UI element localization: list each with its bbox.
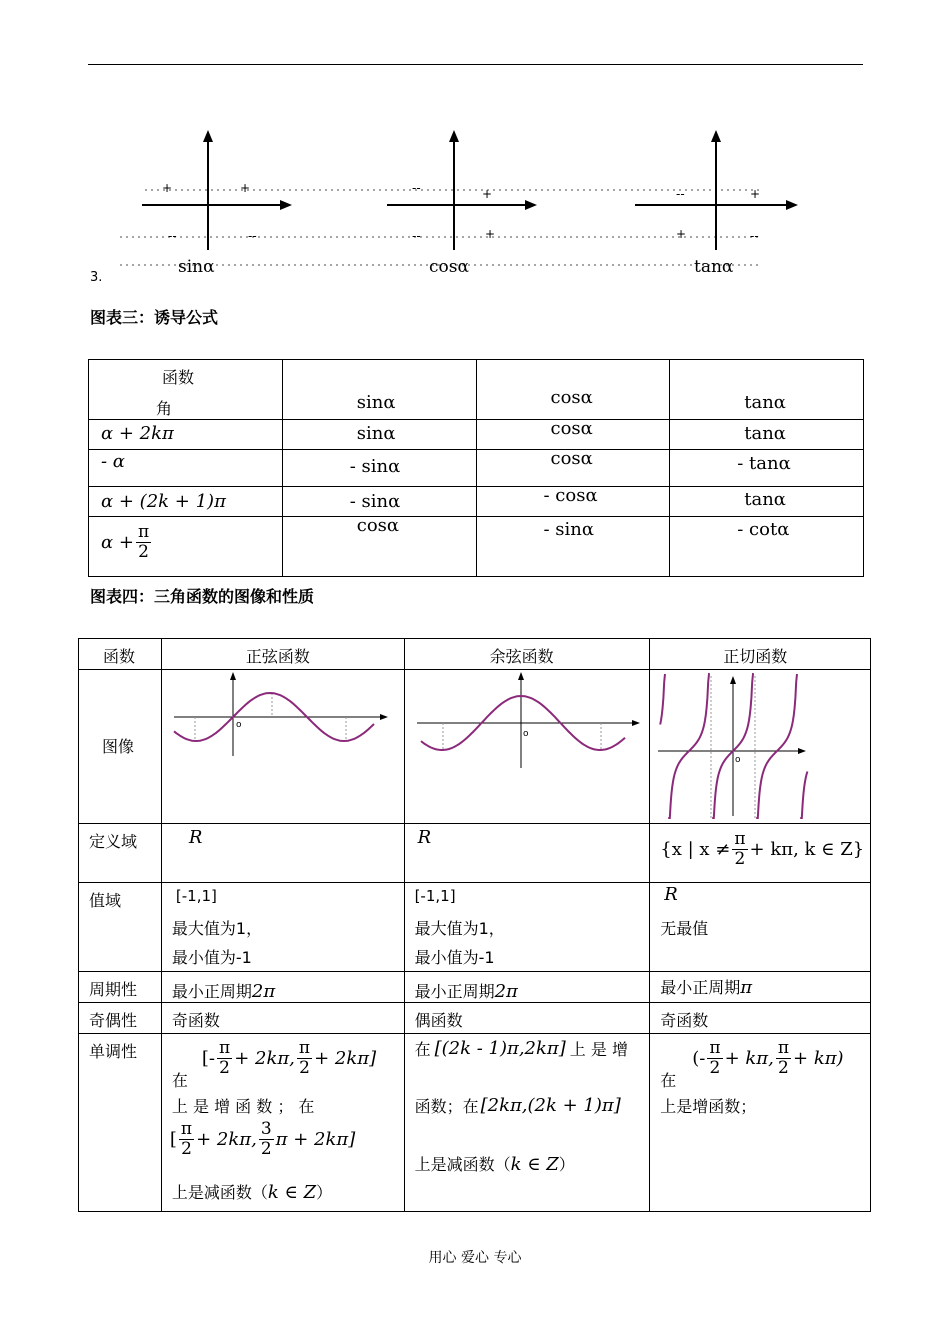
header-sine: 正弦函数 — [245, 647, 310, 666]
sin-cell: cosα — [356, 515, 400, 536]
sine-period-text: 最小正周期 — [171, 982, 252, 1001]
sine-min: 最小值为-1 — [171, 948, 252, 967]
sine-graph — [170, 670, 400, 760]
header-tan: tanα — [744, 392, 786, 413]
cosine-min: 最小值为-1 — [414, 948, 495, 967]
cosine-max: 最大值为1， — [414, 919, 505, 938]
tangent-inc-text: 上是增函数； — [660, 1097, 757, 1116]
angle-num: π — [137, 522, 150, 542]
sine-period-value: 2π — [251, 981, 276, 1002]
sin-cell: - sinα — [349, 456, 401, 477]
tan-label: tanα — [694, 257, 734, 277]
table4-title: 图表四：三角函数的图像和性质 — [90, 587, 315, 606]
header-rule — [88, 64, 863, 65]
angle-cell — [101, 523, 153, 561]
section-number: 3. — [90, 270, 103, 285]
header-tangent: 正切函数 — [723, 647, 788, 666]
cos-q1-sign: + — [482, 187, 493, 201]
cosine-dec-line: 函数；在 [2kπ,(2k + 1)π] — [414, 1095, 621, 1116]
sin-label: sinα — [178, 257, 215, 277]
sine-inc-text: 上 是 增 函 数 ； 在 — [171, 1097, 315, 1116]
tangent-domain-num: π — [734, 829, 746, 849]
cosine-graph — [413, 670, 648, 775]
tan-q3-sign: + — [676, 227, 687, 241]
tan-axes — [635, 130, 798, 250]
table4-header-row — [79, 639, 871, 670]
sine-max: 最大值为1， — [171, 919, 263, 938]
cosine-domain: R — [417, 827, 432, 848]
sine-dec-text: 上是减函数（k ∈ Z） — [171, 1182, 333, 1203]
table-row — [89, 450, 864, 487]
row-label-range: 值域 — [89, 891, 122, 910]
table3-header-row — [89, 360, 864, 420]
sine-inc-interval: [- $\frac{\pi}{2}$ + 2kπ, $\frac{\pi}{2}$ + 2kπ] — [201, 1038, 377, 1078]
tan-cell: tanα — [744, 489, 786, 510]
sine-dec-interval: [ $\frac{\pi}{2}$ + 2kπ, $\frac{3}{2}$ π + 2kπ] — [169, 1119, 356, 1159]
tangent-period-value: π — [740, 977, 753, 998]
cos-cell: cosα — [550, 448, 593, 469]
tangent-extreme: 无最值 — [660, 919, 709, 938]
cosine-inc-line: 在 [(2k - 1)π,2kπ] 上 是 增 — [414, 1038, 628, 1059]
tangent-graph — [656, 670, 816, 820]
parity-row — [79, 1003, 871, 1034]
sin-q4-sign: -- — [248, 229, 257, 243]
cosine-parity: 偶函数 — [414, 1011, 463, 1030]
trig-properties-table — [78, 638, 871, 1212]
corner-func-label: 函数 — [162, 368, 195, 387]
header-cos: cosα — [550, 387, 593, 408]
sin-q3-sign: -- — [168, 229, 177, 243]
table-row — [89, 517, 864, 577]
sine-parity: 奇函数 — [171, 1011, 220, 1030]
cos-q2-sign: -- — [412, 181, 421, 195]
sine-range: [-1,1] — [175, 887, 217, 905]
tan-cell: - cotα — [737, 519, 790, 540]
sin-cell: - sinα — [349, 491, 401, 512]
corner-angle-label: 角 — [156, 399, 173, 418]
cos-cell: - sinα — [543, 519, 595, 540]
cosine-range: [-1,1] — [414, 887, 456, 905]
sine-in: 在 — [171, 1071, 188, 1090]
angle-cell: α + (2k + 1)π — [101, 491, 226, 512]
cosine-dec-text: 上是减函数（k ∈ Z） — [414, 1154, 575, 1175]
tangent-in: 在 — [660, 1071, 677, 1090]
cosine-period-value: 2π — [494, 981, 518, 1002]
tangent-parity: 奇函数 — [660, 1011, 709, 1030]
cos-label: cosα — [429, 257, 469, 277]
tangent-domain-den: 2 — [734, 848, 746, 869]
header-function-label: 函数 — [103, 647, 136, 666]
angle-cell: - α — [101, 451, 125, 472]
induction-formula-table — [88, 359, 864, 577]
sin-q1-sign: + — [240, 181, 251, 195]
header-cosine: 余弦函数 — [489, 647, 554, 666]
sin-cell: sinα — [356, 423, 396, 444]
tangent-curve — [660, 674, 807, 818]
tangent-inc-interval: (- $\frac{\pi}{2}$ + kπ, $\frac{\pi}{2}$ + kπ) — [692, 1038, 844, 1078]
table3-title: 图表三：诱导公式 — [90, 308, 219, 327]
tangent-domain-left: {x | x ≠ — [660, 838, 731, 860]
angle-den: 2 — [138, 541, 149, 562]
angle-prefix: α + — [101, 531, 134, 553]
cosine-origin: o — [522, 729, 529, 739]
tan-cell: tanα — [744, 423, 786, 444]
tan-q2-sign: -- — [676, 187, 685, 201]
tangent-domain — [660, 830, 864, 868]
tan-q4-sign: -- — [750, 229, 759, 243]
sine-domain: R — [188, 827, 203, 848]
row-label-domain: 定义域 — [89, 832, 138, 851]
row-label-parity: 奇偶性 — [89, 1011, 138, 1030]
cosine-period-text: 最小正周期 — [414, 982, 495, 1001]
tangent-range: R — [664, 884, 678, 905]
row-label-monotonic: 单调性 — [89, 1042, 138, 1061]
quadrant-sign-chart — [100, 120, 820, 280]
sin-q2-sign: + — [162, 181, 173, 195]
monotonic-row — [79, 1034, 871, 1212]
cos-q4-sign: + — [485, 227, 496, 241]
tangent-domain-right: + kπ, k ∈ Z} — [749, 838, 865, 860]
tan-cell: - tanα — [737, 453, 791, 474]
table-row — [89, 420, 864, 450]
row-label-graph: 图像 — [102, 737, 135, 756]
tangent-origin: o — [735, 755, 741, 765]
row-label-period: 周期性 — [89, 980, 138, 999]
page-footer: 用心 爱心 专心 — [428, 1250, 522, 1266]
table-row — [89, 487, 864, 517]
cos-q3-sign: -- — [412, 229, 421, 243]
tan-q1-sign: + — [750, 187, 761, 201]
sine-origin: o — [235, 720, 242, 730]
range-row — [79, 883, 871, 972]
graph-row — [79, 670, 871, 824]
corner-cell — [89, 360, 283, 420]
period-row — [79, 972, 871, 1003]
angle-cell: α + 2kπ — [101, 423, 174, 444]
cos-cell: cosα — [550, 418, 593, 439]
cos-cell: - cosα — [543, 485, 598, 506]
header-sin: sinα — [356, 392, 396, 413]
tangent-period-text: 最小正周期 — [660, 978, 741, 997]
domain-row — [79, 824, 871, 883]
